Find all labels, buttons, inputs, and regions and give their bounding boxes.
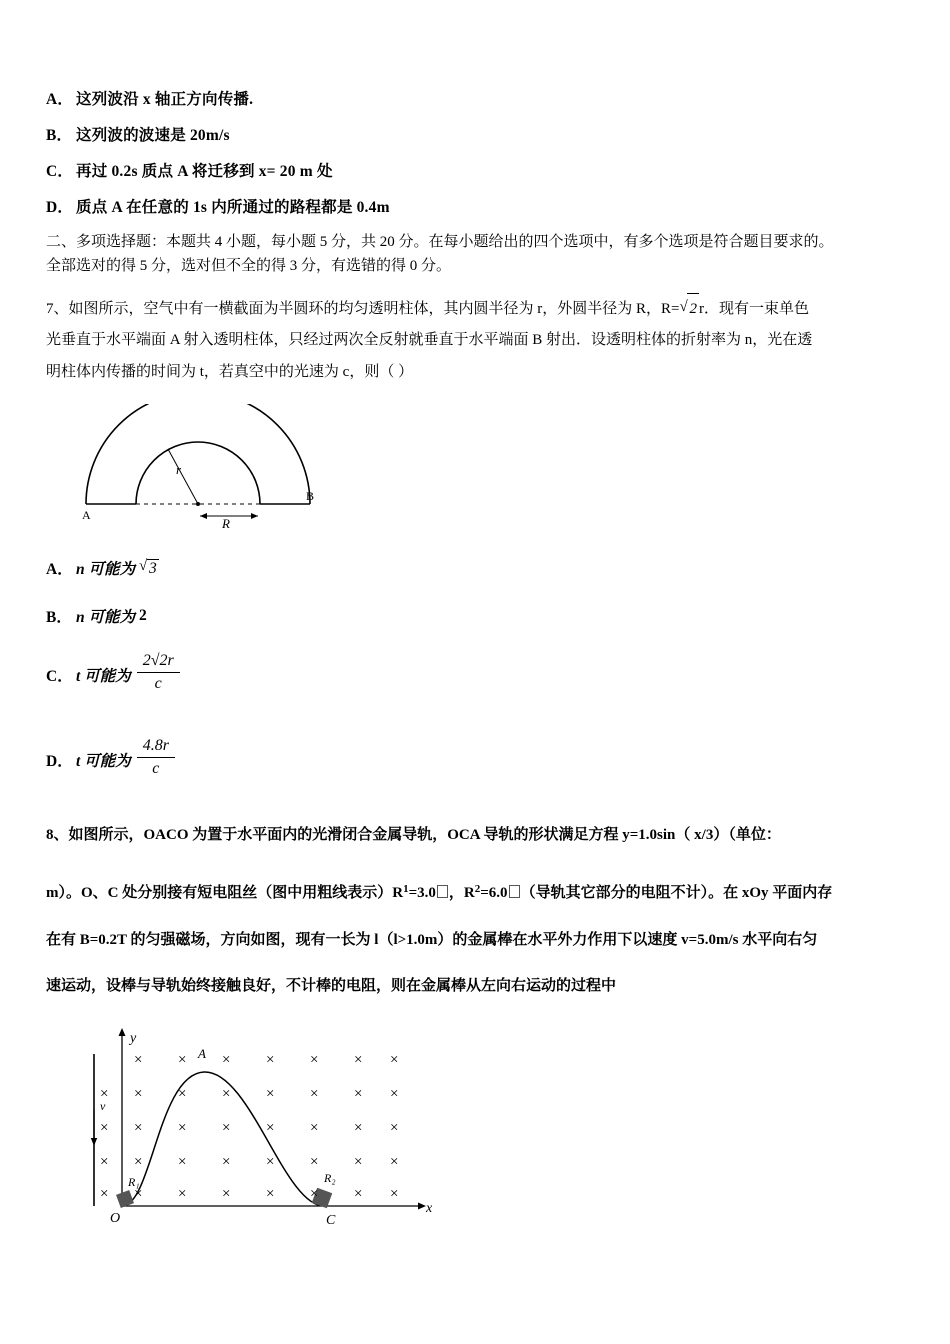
section-two-intro — [46, 230, 904, 279]
svg-text:×: × — [100, 1154, 109, 1171]
page-content — [46, 80, 904, 1229]
option-row-a — [46, 80, 904, 116]
question7-line1 — [46, 293, 904, 324]
question7-line1-part-a: 7、如图所示，空气中有一横截面为半圆环的均匀透明柱体，其内圆半径为 r，外圆半径为 R，R= — [46, 300, 680, 317]
svg-text:×: × — [222, 1186, 231, 1203]
figure2-label-C: C — [326, 1213, 336, 1229]
svg-text:×: × — [354, 1120, 363, 1137]
svg-text:×: × — [178, 1154, 187, 1171]
svg-text:×: × — [134, 1154, 143, 1171]
sqrt-two-symbol: √ 2 — [679, 293, 699, 324]
svg-text:×: × — [134, 1086, 143, 1103]
sqrt-three-symbol: √ 3 — [139, 559, 159, 578]
ohm-box-icon-1 — [437, 885, 448, 898]
svg-text:×: × — [100, 1086, 109, 1103]
q7-option-row-b — [46, 595, 904, 637]
svg-text:×: × — [310, 1186, 319, 1203]
question7-line2: 光垂直于水平端面 A 射入透明柱体，只经过两次全反射就垂直于水平端面 B 射出．设透明柱体的折射率为 n，光在透 — [46, 331, 813, 348]
question8-line2-part-a: m）。O、C 处分别接有短电阻丝（图中用粗线表示）R — [46, 885, 404, 902]
question8-line2 — [46, 877, 904, 909]
svg-text:×: × — [310, 1052, 319, 1069]
question8-line2-part-b: =3.0 — [408, 885, 436, 902]
option-label-a: A． — [46, 91, 74, 108]
figure-rails-magnetic-field — [74, 1014, 444, 1229]
figure-semicircular-ring-svg — [76, 404, 396, 529]
svg-text:×: × — [178, 1086, 187, 1103]
figure2-label-R2: R₂ — [324, 1171, 336, 1186]
svg-text:×: × — [354, 1052, 363, 1069]
svg-text:×: × — [390, 1086, 399, 1103]
svg-text:×: × — [390, 1186, 399, 1203]
q7-option-text-b: n 可能为 — [76, 609, 135, 627]
option-label-c: C． — [46, 163, 74, 180]
q7-option-label-b: B． — [46, 609, 72, 627]
question8-sub2: 2 — [474, 883, 481, 896]
svg-text:×: × — [222, 1086, 231, 1103]
svg-text:×: × — [354, 1186, 363, 1203]
option-row-d — [46, 188, 904, 224]
svg-text:×: × — [266, 1186, 275, 1203]
figure1-label-A: A — [82, 508, 91, 523]
question7-line1-part-b: r．现有一束单色 — [698, 300, 809, 317]
q7-option-text-a: n 可能为 — [76, 561, 135, 579]
option-label-b: B． — [46, 127, 73, 144]
question8-line2-part-e: （导轨其它部分的电阻不计）。在 xOy 平面内存 — [520, 885, 833, 902]
svg-text:×: × — [390, 1154, 399, 1171]
svg-text:×: × — [266, 1086, 275, 1103]
q7-option-label-a: A． — [46, 561, 73, 579]
question7-line3: 明柱体内传播的时间为 t，若真空中的光速为 c，则（ ） — [46, 363, 414, 380]
svg-text:×: × — [178, 1120, 187, 1137]
q7-option-label-c: C． — [46, 667, 73, 685]
figure1-label-r: r — [176, 462, 182, 478]
svg-text:×: × — [222, 1120, 231, 1137]
svg-text:×: × — [100, 1186, 109, 1203]
figure-rails-svg — [74, 1014, 444, 1229]
q7-option-row-a — [46, 547, 904, 589]
svg-text:×: × — [100, 1120, 109, 1137]
question7-options-list — [46, 547, 904, 791]
question8-line3: 在有 B=0.2T 的匀强磁场，方向如图，现有一长为 l（l>1.0m）的金属棒在水平外力作用下以速度 v=5.0m/s 水平向右匀 — [46, 931, 818, 948]
figure2-label-O: O — [110, 1211, 121, 1227]
figure2-label-A: A — [198, 1046, 206, 1062]
q7-option-row-d — [46, 728, 904, 791]
svg-text:×: × — [266, 1052, 275, 1069]
question8-line1 — [46, 819, 904, 851]
question8-line2-part-d: =6.0 — [480, 885, 508, 902]
section-two-line2: 全部选对的得 5 分，选对但不全的得 3 分，有选错的得 0 分。 — [46, 258, 452, 275]
option-row-b — [46, 116, 904, 152]
svg-text:×: × — [134, 1120, 143, 1137]
option-text-b: 这列波的波速是 20m/s — [76, 127, 230, 144]
svg-text:×: × — [178, 1186, 187, 1203]
svg-text:×: × — [390, 1052, 399, 1069]
option-text-c: 再过 0.2s 质点 A 将迁移到 x= 20 m 处 — [76, 163, 333, 180]
figure1-label-R: R — [222, 516, 230, 530]
figure2-label-x: x — [426, 1201, 433, 1217]
figure1-label-B: B — [306, 489, 315, 504]
svg-text:×: × — [266, 1120, 275, 1137]
question8-sub1: 1 — [403, 883, 409, 896]
svg-text:×: × — [390, 1120, 399, 1137]
question8-line1-text: 8、如图所示，OACO 为置于水平面内的光滑闭合金属导轨，OCA 导轨的形状满足方程 y=1.0sin（ x/3）（单位： — [46, 827, 781, 844]
figure2-label-R1: R₁ — [128, 1175, 140, 1190]
magnetic-field-crosses — [100, 1052, 398, 1202]
svg-text:×: × — [310, 1120, 319, 1137]
svg-text:×: × — [310, 1086, 319, 1103]
svg-text:×: × — [354, 1086, 363, 1103]
option-label-d: D． — [46, 199, 74, 216]
q7-option-fraction-d: $\frac{4.8r}{c}$ — [137, 736, 175, 779]
svg-text:×: × — [310, 1154, 319, 1171]
option-text-a: 这列波沿 x 轴正方向传播. — [76, 91, 254, 108]
svg-text:×: × — [266, 1154, 275, 1171]
q7-option-label-d: D． — [46, 752, 73, 770]
q7-option-row-c — [46, 643, 904, 706]
svg-text:×: × — [354, 1154, 363, 1171]
svg-text:×: × — [178, 1052, 187, 1069]
question8-line4: 速运动，设棒与导轨始终接触良好，不计棒的电阻，则在金属棒从左向右运动的过程中 — [46, 977, 617, 994]
q7-option-text-d: t 可能为 — [76, 752, 131, 770]
ohm-box-icon-2 — [509, 885, 520, 898]
q7-option-value-b: 2 — [139, 607, 147, 625]
figure-semicircular-ring — [76, 404, 396, 529]
svg-text:×: × — [222, 1052, 231, 1069]
question8-line2-part-c: ，R — [448, 885, 475, 902]
svg-text:×: × — [134, 1186, 143, 1203]
option-row-c — [46, 152, 904, 188]
q7-option-fraction-c: $\frac{2√2r}{c}$ — [137, 651, 180, 694]
svg-text:×: × — [222, 1154, 231, 1171]
question6-options-list — [46, 80, 904, 224]
section-two-line1: 二、多项选择题：本题共 4 小题，每小题 5 分，共 20 分。在每小题给出的四个选项中，有多个选项是符合题目要求的。 — [46, 234, 834, 250]
q7-option-text-c: t 可能为 — [76, 667, 131, 685]
figure2-label-y: y — [130, 1031, 137, 1047]
option-text-d: 质点 A 在任意的 1s 内所通过的路程都是 0.4m — [76, 199, 390, 216]
svg-text:×: × — [134, 1052, 143, 1069]
figure2-label-v: v — [100, 1099, 106, 1114]
